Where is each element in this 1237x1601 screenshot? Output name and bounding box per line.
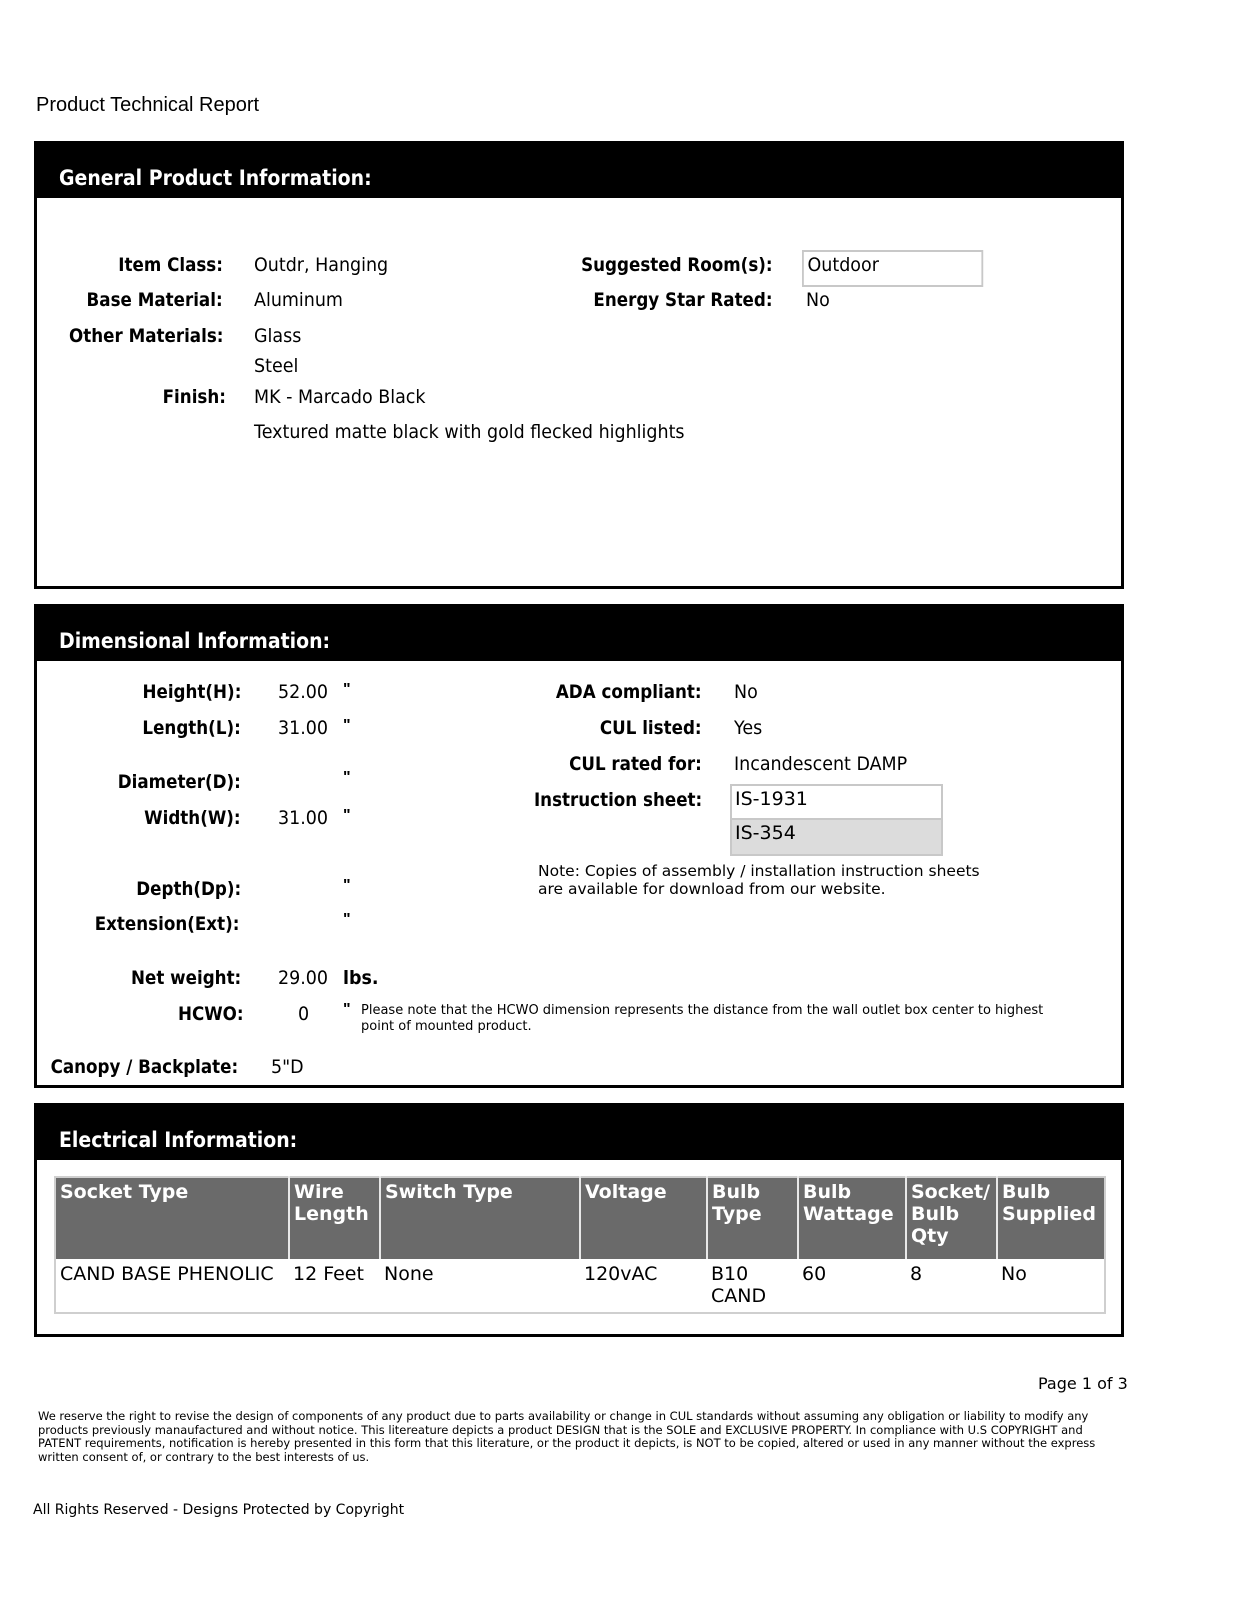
hcwo-label: HCWO:	[178, 1003, 244, 1025]
extension-unit: "	[343, 911, 351, 928]
other-material-2: Steel	[254, 355, 299, 377]
cell-socket-type: CAND BASE PHENOLIC	[60, 1263, 274, 1285]
cell-switch-type: None	[384, 1263, 434, 1285]
height-value: 52.00	[278, 681, 329, 703]
col-switch-type: Switch Type	[380, 1177, 580, 1259]
instruction-note: Note: Copies of assembly / installation instruction sheets are available for download from our website.	[538, 862, 980, 898]
electrical-table	[54, 1176, 1106, 1314]
table-row	[55, 1259, 1105, 1313]
col-wire-length: Wire Length	[289, 1177, 380, 1259]
page-number: Page 1 of 3	[1038, 1374, 1128, 1393]
depth-unit: "	[343, 877, 351, 894]
base-material-label: Base Material:	[86, 289, 223, 311]
height-label: Height(H):	[142, 681, 241, 703]
finish-value: MK - Marcado Black	[254, 386, 426, 408]
hcwo-value: 0	[298, 1003, 310, 1025]
col-bulb-supplied: Bulb Supplied	[997, 1177, 1105, 1259]
finish-label: Finish:	[162, 386, 226, 408]
hcwo-unit: "	[343, 1001, 351, 1018]
ada-value: No	[734, 681, 758, 703]
electrical-info-header	[37, 1106, 1121, 1160]
ada-label: ADA compliant:	[556, 681, 702, 703]
net-weight-value: 29.00	[278, 967, 329, 989]
cul-listed-label: CUL listed:	[600, 717, 702, 739]
report-title: Product Technical Report	[36, 94, 260, 116]
other-materials-label: Other Materials:	[68, 325, 223, 347]
dimensional-info-header	[37, 607, 1121, 661]
weight-unit: lbs.	[343, 967, 379, 989]
electrical-info-title: Electrical Information:	[59, 1128, 298, 1152]
col-bulb-type: Bulb Type	[707, 1177, 798, 1259]
width-unit: "	[343, 807, 351, 824]
dimensional-info-title: Dimensional Information:	[59, 629, 331, 653]
item-class-value: Outdr, Hanging	[254, 254, 389, 276]
col-socket-type: Socket Type	[55, 1177, 289, 1259]
item-class-label: Item Class:	[118, 254, 223, 276]
suggested-rooms-label: Suggested Room(s):	[581, 254, 773, 276]
instruction-sheet-1[interactable]: IS-1931	[730, 784, 943, 820]
length-label: Length(L):	[142, 717, 241, 739]
width-value: 31.00	[278, 807, 329, 829]
cul-rated-value: Incandescent DAMP	[734, 753, 908, 775]
net-weight-label: Net weight:	[130, 967, 241, 989]
col-bulb-wattage: Bulb Wattage	[798, 1177, 906, 1259]
instruction-sheet-2[interactable]: IS-354	[730, 820, 943, 856]
canopy-value: 5"D	[271, 1056, 304, 1078]
cell-bulb-type: B10 CAND	[711, 1263, 767, 1307]
cell-socket-bulb-qty: 8	[910, 1263, 923, 1285]
col-voltage: Voltage	[580, 1177, 707, 1259]
electrical-header-row	[55, 1177, 1105, 1259]
energy-star-label: Energy Star Rated:	[593, 289, 773, 311]
canopy-label: Canopy / Backplate:	[50, 1056, 238, 1078]
base-material-value: Aluminum	[254, 289, 343, 311]
width-label: Width(W):	[144, 807, 241, 829]
diameter-label: Diameter(D):	[117, 771, 241, 793]
cell-bulb-supplied: No	[1001, 1263, 1027, 1285]
length-unit: "	[343, 717, 351, 734]
cell-wire-length: 12 Feet	[293, 1263, 364, 1285]
diameter-unit: "	[343, 769, 351, 786]
other-material-1: Glass	[254, 325, 302, 347]
finish-description: Textured matte black with gold flecked highlights	[254, 421, 685, 443]
disclaimer: We reserve the right to revise the design of components of any product due to parts availability or change in CUL standards without assuming any obligation or liability to modify any products previously manaufactured and without notice. This litereature depicts a product DESIGN that is the SOLE and EXCLUSIVE PROPERTY. In compliance with U.S COPYRIGHT and PATENT requirements, notification is hereby presented in this form that this literature, or the product it depicts, is NOT to be copied, altered or used in any manner without the express written consent of, or contrary to the best interests of us.	[38, 1409, 1096, 1464]
cell-voltage: 120vAC	[584, 1263, 658, 1285]
instruction-sheet-label: Instruction sheet:	[533, 789, 702, 811]
length-value: 31.00	[278, 717, 329, 739]
electrical-info-section	[34, 1103, 1124, 1337]
cul-listed-value: Yes	[734, 717, 763, 739]
copyright: All Rights Reserved - Designs Protected by Copyright	[33, 1502, 405, 1518]
general-info-section	[34, 141, 1124, 589]
depth-label: Depth(Dp):	[136, 878, 241, 900]
height-unit: "	[343, 681, 351, 698]
cell-bulb-wattage: 60	[802, 1263, 827, 1285]
dimensional-info-section	[34, 604, 1124, 1088]
col-socket-bulb-qty: Socket/ Bulb Qty	[906, 1177, 997, 1259]
suggested-rooms-value: Outdoor	[802, 250, 983, 287]
hcwo-note: Please note that the HCWO dimension represents the distance from the wall outlet box center to highest point of mounted product.	[361, 1003, 1044, 1034]
cul-rated-label: CUL rated for:	[569, 753, 702, 775]
extension-label: Extension(Ext):	[94, 913, 239, 935]
general-info-header	[37, 144, 1121, 198]
general-info-title: General Product Information:	[59, 166, 372, 190]
energy-star-value: No	[806, 289, 830, 311]
